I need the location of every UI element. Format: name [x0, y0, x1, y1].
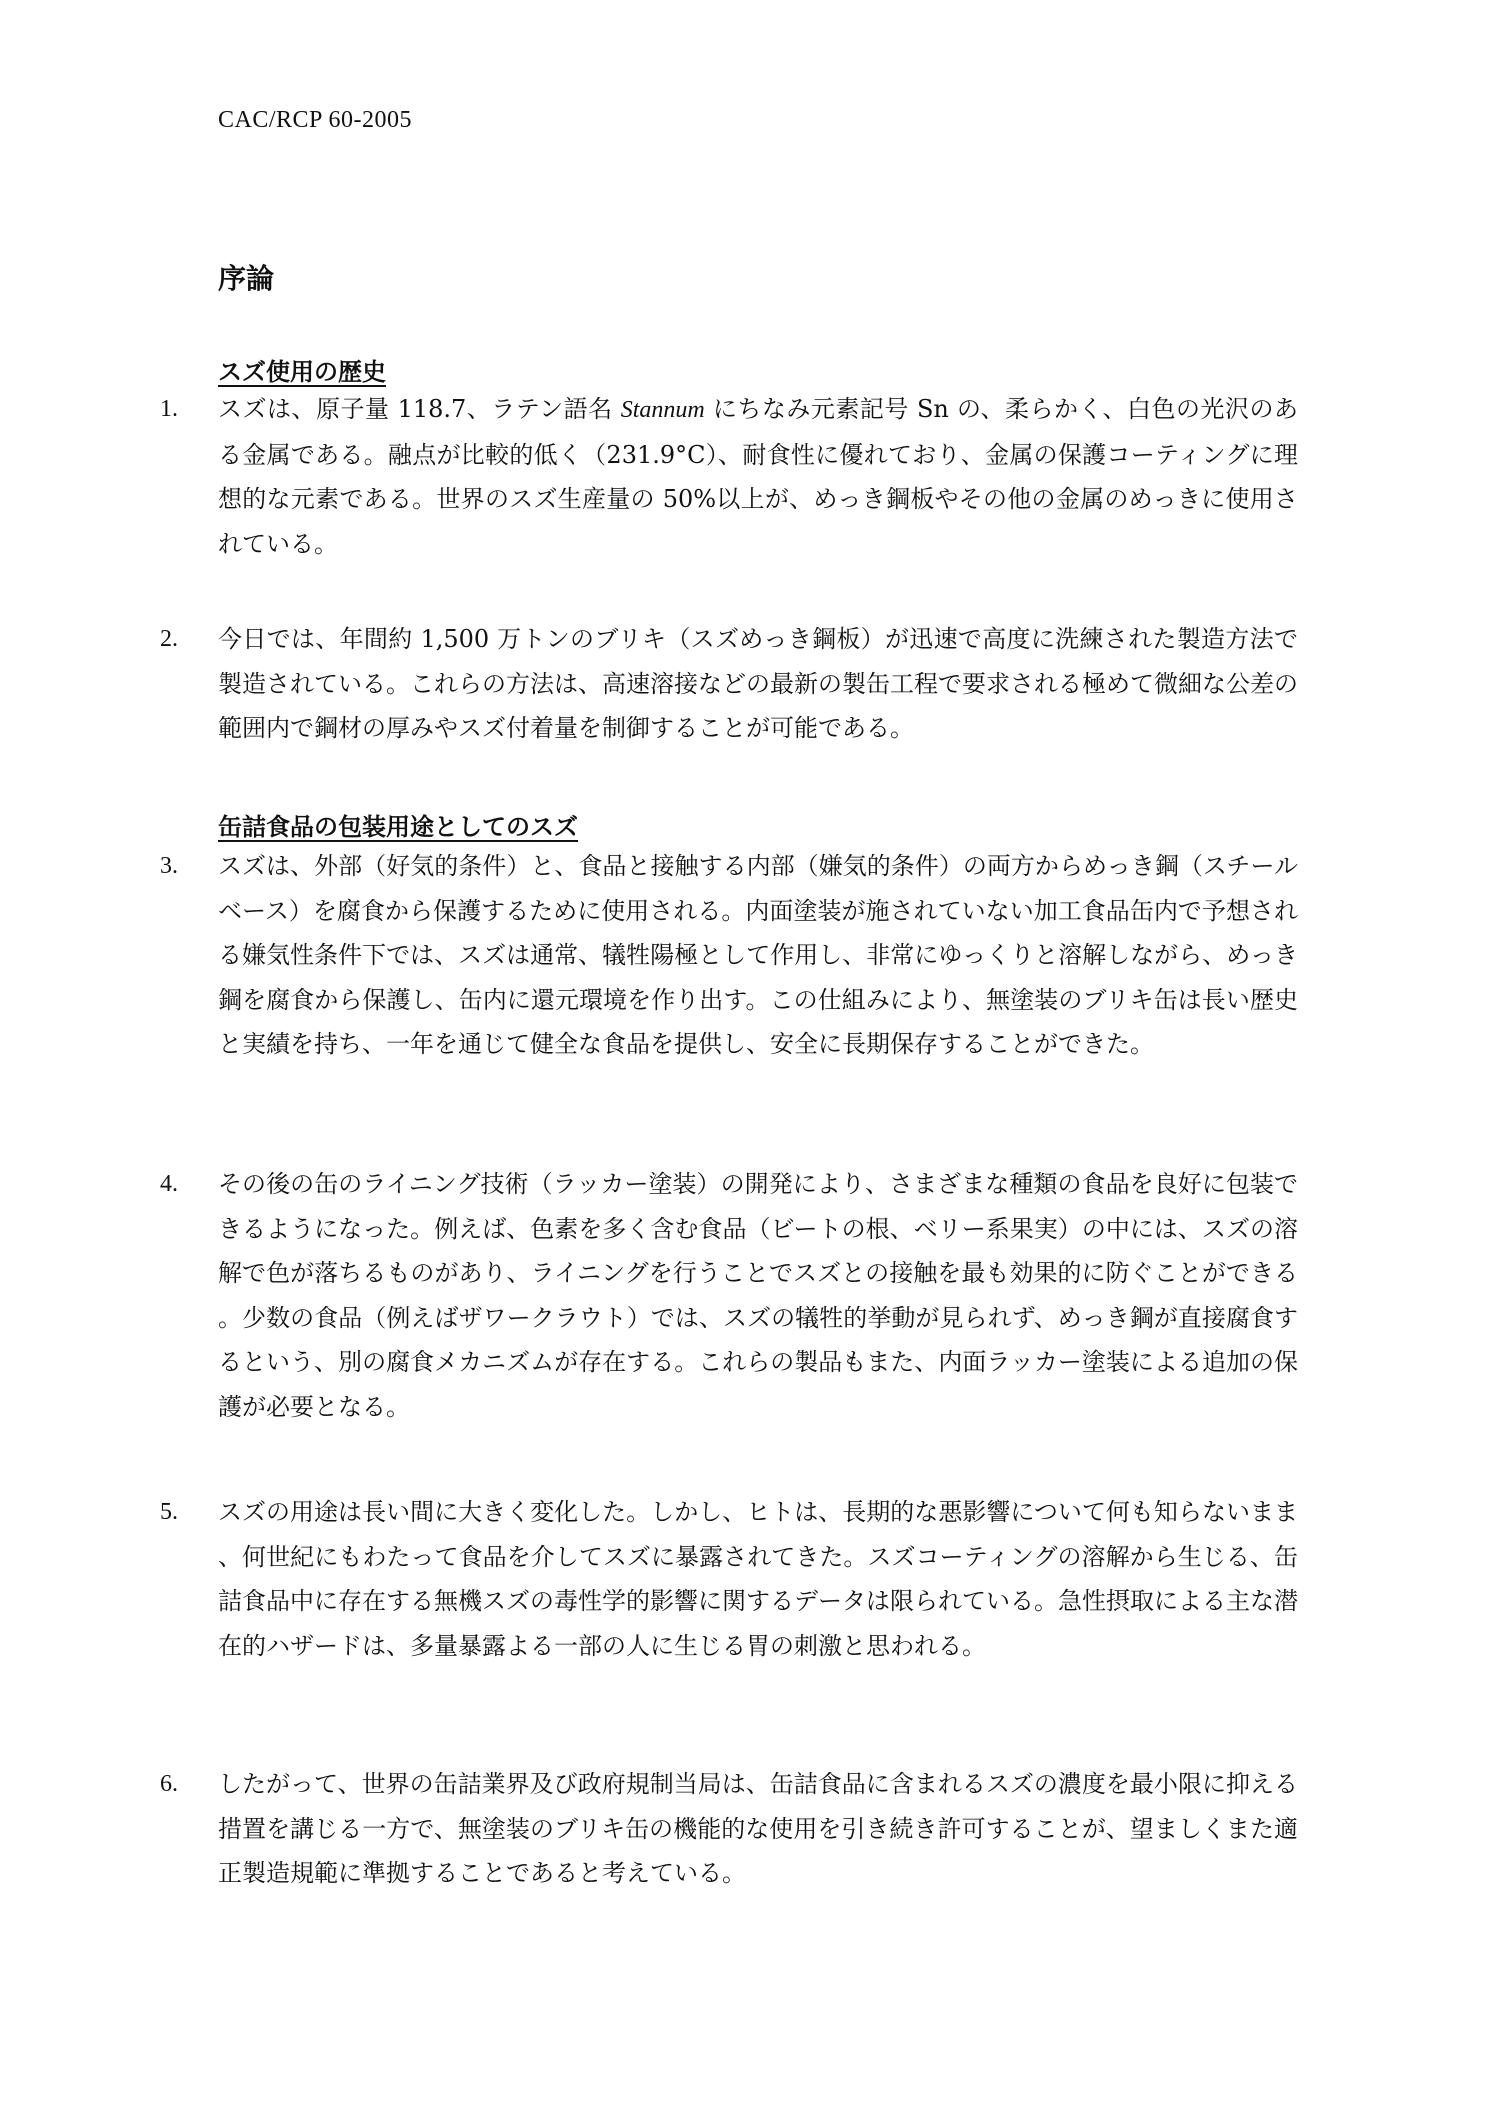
paragraph-text: その後の缶のライニング技術（ラッカー塗装）の開発により、さまざまな種類の食品を良好に包装できるようになった。例えば、色素を多く含む食品（ビートの根、ベリー系果実）の中には、スズの溶解で色が落ちるものがあり、ライニングを行うことでスズとの接触を最も効果的に防ぐことができる。少数の食品（例えばザワークラウト）では、スズの犠牲的挙動が見られず、めっき鋼が直接腐食するという、別の腐食メカニズムが存在する。これらの製品もまた、内面ラッカー塗装による追加の保護が必要となる。 — [218, 1170, 1298, 1421]
paragraph-text: スズの用途は長い間に大きく変化した。しかし、ヒトは、長期的な悪影響について何も知らないまま、何世紀にもわたって食品を介してスズに暴露されてきた。スズコーティングの溶解から生じる、缶詰食品中に存在する無機スズの毒性学的影響に関するデータは限られている。急性摂取による主な潜在的ハザードは、多量暴露よる一部の人に生じる胃の刺激と思われる。 — [218, 1498, 1298, 1660]
paragraph-text: スズは、外部（好気的条件）と、食品と接触する内部（嫌気的条件）の両方からめっき鋼（スチールベース）を腐食から保護するために使用される。内面塗装が施されていない加工食品缶内で予想される嫌気性条件下では、スズは通常、犠牲陽極として作用し、非常にゆっくりと溶解しながら、めっき鋼を腐食から保護し、缶内に還元環境を作り出す。この仕組みにより、無塗装のブリキ缶は長い歴史と実績を持ち、一年を通じて健全な食品を提供し、安全に長期保存することができた。 — [218, 852, 1298, 1058]
paragraph-number: 3. — [160, 853, 178, 879]
document-code: CAC/RCP 60-2005 — [218, 107, 412, 133]
paragraph-text: したがって、世界の缶詰業界及び政府規制当局は、缶詰食品に含まれるスズの濃度を最小限に抑える措置を講じる一方で、無塗装のブリキ缶の機能的な使用を引き続き許可することが、望ましくまた適正製造規範に準拠することであると考えている。 — [218, 1770, 1298, 1887]
paragraph-text-part: にちなみ元素記号 Sn の、柔らかく、白色の光沢のある金属である。融点が比較的低く（231.9°C）、耐食性に優れており、金属の保護コーティングに理想的な元素である。世界のスズ生産量の 50%以上が、めっき鋼板やその他の金属のめっきに使用されている。 — [218, 395, 1299, 558]
section-heading-canned-food: 缶詰食品の包装用途としてのスズ — [218, 812, 578, 841]
paragraph-number: 1. — [160, 396, 178, 422]
page-title: 序論 — [218, 262, 275, 295]
paragraph-number: 6. — [160, 1771, 178, 1797]
paragraph-number: 5. — [160, 1499, 178, 1525]
paragraph-number: 4. — [160, 1171, 178, 1197]
paragraph-text: 今日では、年間約 1,500 万トンのブリキ（スズめっき鋼板）が迅速で高度に洗練された製造方法で製造されている。これらの方法は、高速溶接などの最新の製缶工程で要求される極めて微細な公差の範囲内で鋼材の厚みやスズ付着量を制御することが可能である。 — [218, 625, 1298, 742]
latin-term: Stannum — [620, 397, 705, 423]
paragraph-number: 2. — [160, 626, 178, 652]
section-heading-history: スズ使用の歴史 — [218, 357, 386, 386]
paragraph-text — [218, 387, 1298, 566]
paragraph-text-part: スズは、原子量 118.7、ラテン語名 — [218, 395, 621, 423]
